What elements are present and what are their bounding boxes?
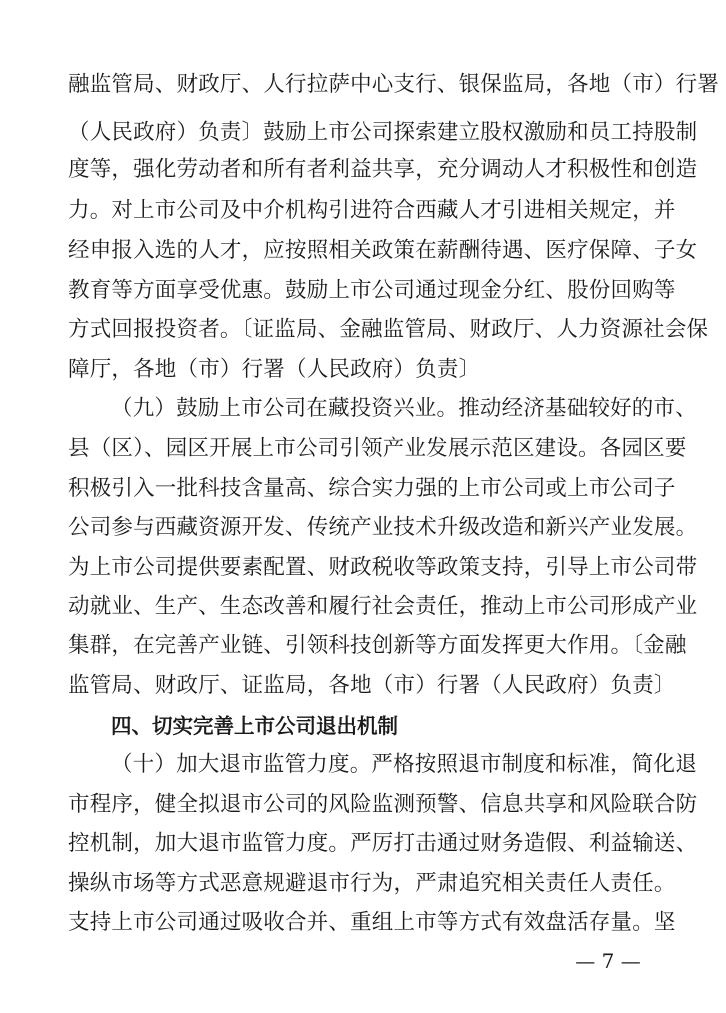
paragraph-line: 操纵市场等方式恶意规避退市行为，严肃追究相关责任人责任。: [68, 871, 676, 896]
section-heading: 四、切实完善上市公司退出机制: [111, 714, 398, 738]
paragraph-line: 教育等方面享受优惠。鼓励上市公司通过现金分红、股份回购等: [68, 278, 676, 303]
paragraph-line: 市程序，健全拟退市公司的风险监测预警、信息共享和风险联合防: [68, 792, 698, 817]
paragraph-line: 动就业、生产、生态改善和履行社会责任，推动上市公司形成产业: [68, 594, 698, 619]
paragraph-line: 为上市公司提供要素配置、财政税收等政策支持，引导上市公司带: [68, 555, 698, 580]
paragraph-line: 积极引入一批科技含量高、综合实力强的上市公司或上市公司子: [68, 476, 676, 501]
paragraph-line: 控机制，加大退市监管力度。严厉打击通过财务造假、利益输送、: [68, 831, 698, 856]
paragraph-line: 监管局、财政厅、证监局，各地（市）行署（人民政府）负责〕: [68, 673, 676, 698]
paragraph-line: 支持上市公司通过吸收合并、重组上市等方式有效盘活存量。坚: [68, 910, 676, 935]
paragraph-line: （十）加大退市监管力度。严格按照退市制度和标准，简化退: [111, 752, 697, 777]
paragraph-line: 公司参与西藏资源开发、传统产业技术升级改造和新兴产业发展。: [68, 515, 698, 540]
page-number: — 7 —: [575, 949, 641, 973]
paragraph-line: 方式回报投资者。〔证监局、金融监管局、财政厅、人力资源社会保: [68, 317, 709, 342]
paragraph-line: 集群，在完善产业链、引领科技创新等方面发挥更大作用。〔金融: [68, 633, 687, 658]
paragraph-line: 度等，强化劳动者和所有者利益共享，充分调动人才积极性和创造: [68, 157, 698, 182]
paragraph-line: （九）鼓励上市公司在藏投资兴业。推动经济基础较好的市、: [111, 396, 697, 421]
paragraph-line: 经申报入选的人才，应按照相关政策在薪酬待遇、医疗保障、子女: [68, 238, 698, 263]
paragraph-line: 融监管局、财政厅、人行拉萨中心支行、银保监局，各地（市）行署: [68, 72, 720, 97]
paragraph-line: 障厅，各地（市）行署（人民政府）负责〕: [68, 357, 481, 382]
paragraph-line: （人民政府）负责〕鼓励上市公司探索建立股权激励和员工持股制: [68, 120, 698, 145]
paragraph-line: 力。对上市公司及中介机构引进符合西藏人才引进相关规定，并: [68, 198, 676, 223]
paragraph-line: 县（区）、园区开展上市公司引领产业发展示范区建设。各园区要: [68, 436, 687, 461]
